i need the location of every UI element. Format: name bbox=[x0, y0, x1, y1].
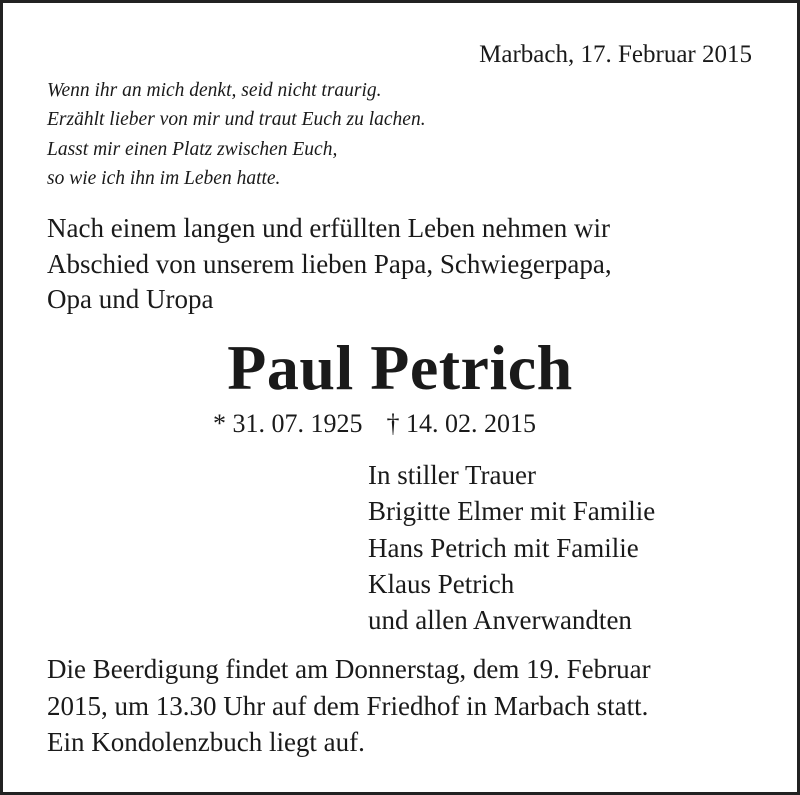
mourner-line: Brigitte Elmer mit Familie bbox=[368, 496, 656, 527]
poem bbox=[47, 76, 426, 193]
life-dates bbox=[213, 408, 536, 440]
mourner-line: Hans Petrich mit Familie bbox=[368, 532, 639, 563]
mourner-line: und allen Anverwandten bbox=[368, 605, 632, 636]
place-date: Marbach, 17. Februar 2015 bbox=[479, 41, 752, 68]
intro-line: Opa und Uropa bbox=[47, 284, 214, 314]
poem-line: Wenn ihr an mich denkt, seid nicht traurig. bbox=[47, 80, 382, 101]
poem-line: Lasst mir einen Platz zwischen Euch, bbox=[47, 138, 338, 160]
death-date: † 14. 02. 2015 bbox=[386, 409, 536, 438]
funeral-line: Die Beerdigung findet am Donnerstag, dem 19. Februar bbox=[47, 654, 651, 684]
funeral-line: 2015, um 13.30 Uhr auf dem Friedhof in Marbach statt. bbox=[47, 690, 649, 721]
intro-line: Abschied von unserem lieben Papa, Schwiegerpapa, bbox=[47, 248, 612, 279]
deceased-name: Paul Petrich bbox=[227, 332, 573, 403]
mourner-line: In stiller Trauer bbox=[368, 460, 536, 490]
intro-line: Nach einem langen und erfüllten Leben nehmen wir bbox=[47, 213, 611, 243]
poem-line: Erzählt lieber von mir und traut Euch zu lachen. bbox=[47, 109, 426, 131]
birth-date: * 31. 07. 1925 bbox=[213, 409, 363, 438]
intro-text bbox=[47, 211, 612, 318]
mourner-line: Klaus Petrich bbox=[368, 568, 515, 599]
mourners-list bbox=[368, 457, 655, 638]
funeral-info bbox=[47, 651, 651, 761]
funeral-line: Ein Kondolenzbuch liegt auf. bbox=[47, 727, 365, 757]
poem-line: so wie ich ihn im Leben hatte. bbox=[47, 167, 281, 189]
